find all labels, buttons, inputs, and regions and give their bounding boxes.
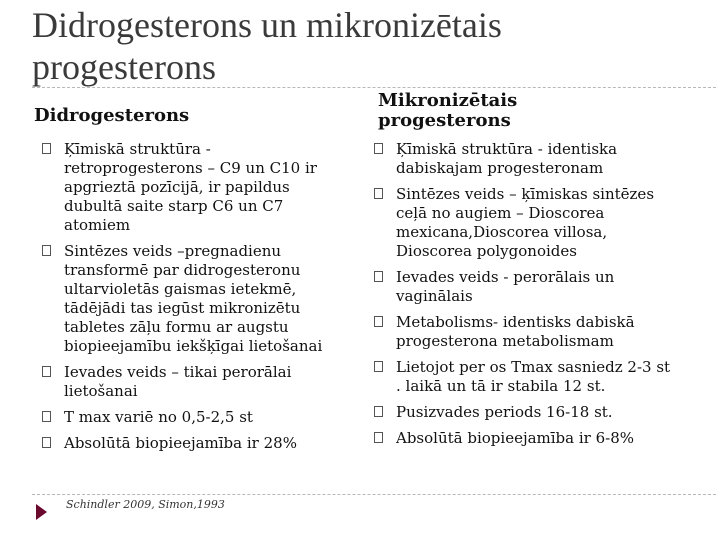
- list-item-text: T max variē no 0,5-2,5 st: [64, 408, 253, 426]
- square-bullet-icon: [42, 245, 51, 256]
- list-item: [40, 363, 340, 401]
- square-bullet-icon: [374, 432, 383, 443]
- list-item: [372, 140, 672, 178]
- list-item-text: Ķīmiskā struktūra - identiska dabiskajam progesteronam: [396, 140, 618, 177]
- list-item-text: Absolūtā biopieejamība ir 28%: [64, 434, 297, 452]
- list-item: [372, 313, 672, 351]
- title-divider: [32, 87, 716, 88]
- square-bullet-icon: [374, 406, 383, 417]
- list-item: [372, 403, 672, 422]
- right-bullet-list: [372, 140, 672, 455]
- left-bullet-list: [40, 140, 340, 460]
- square-bullet-icon: [42, 437, 51, 448]
- list-item-text: Ievades veids – tikai perorālai lietošanai: [64, 363, 292, 400]
- square-bullet-icon: [374, 316, 383, 327]
- slide-title: Didrogesterons un mikronizētais progesterons: [32, 5, 502, 87]
- list-item: [372, 358, 672, 396]
- list-item: [372, 185, 672, 261]
- square-bullet-icon: [374, 271, 383, 282]
- list-item: [40, 140, 340, 235]
- square-bullet-icon: [42, 411, 51, 422]
- list-item: [40, 242, 340, 356]
- list-item-text: Ķīmiskā struktūra - retroprogesterons – C9 un C10 ir apgrieztā pozīcijā, ir papildus dubultā saite starp C6 un C7 atomiem: [64, 140, 317, 234]
- list-item: [372, 268, 672, 306]
- list-item-text: Metabolisms- identisks dabiskā progesterona metabolismam: [396, 313, 635, 350]
- next-slide-arrow-icon[interactable]: [36, 504, 47, 520]
- list-item: [372, 429, 672, 448]
- footer-divider: [32, 494, 716, 495]
- square-bullet-icon: [374, 188, 383, 199]
- right-heading-line-1: Mikronizētais: [378, 90, 518, 111]
- list-item-text: Lietojot per os Tmax sasniedz 2-3 st . laikā un tā ir stabila 12 st.: [396, 358, 671, 395]
- square-bullet-icon: [42, 366, 51, 377]
- list-item-text: Sintēzes veids –pregnadienu transformē par didrogesteronu ultarvioletās gaismas ietekmē, tādējādi tas iegūst mikronizētu tabletes zāļu formu ar augstu biopieejamību iekšķīgai lietošanai: [64, 242, 323, 355]
- square-bullet-icon: [374, 143, 383, 154]
- list-item-text: Absolūtā biopieejamība ir 6-8%: [396, 429, 635, 447]
- square-bullet-icon: [42, 143, 51, 154]
- square-bullet-icon: [374, 361, 383, 372]
- right-heading-line-2: progesterons: [378, 110, 511, 131]
- list-item-text: Sintēzes veids – ķīmiskas sintēzes ceļā no augiem – Dioscorea mexicana,Dioscorea villosa, Dioscorea polygonoides: [396, 185, 655, 260]
- list-item: [40, 434, 340, 453]
- list-item-text: Pusizvades periods 16-18 st.: [396, 403, 613, 421]
- left-column-heading: Didrogesterons: [34, 105, 190, 126]
- citation: Schindler 2009, Simon,1993: [66, 498, 225, 511]
- list-item: [40, 408, 340, 427]
- right-column-heading: [378, 91, 618, 131]
- list-item-text: Ievades veids - perorālais un vaginālais: [396, 268, 615, 305]
